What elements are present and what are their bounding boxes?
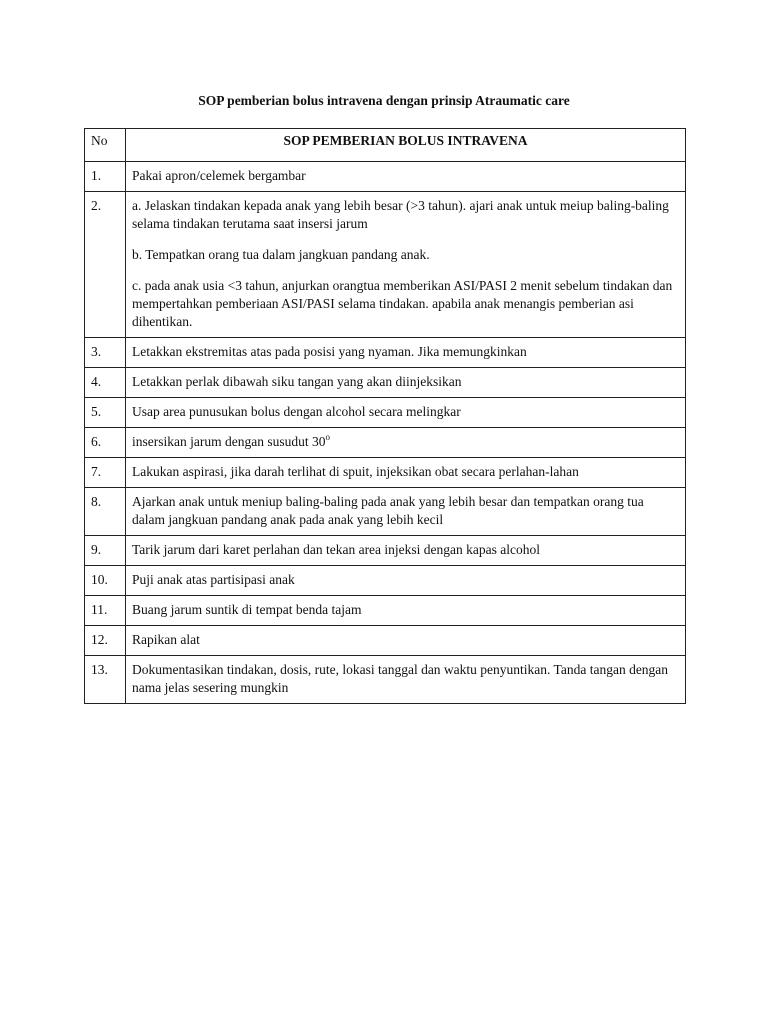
step-number: 8. [85,488,126,536]
step-text [126,192,686,338]
table-row [85,338,686,368]
step-text-main: insersikan jarum dengan susudut 30 [132,434,326,449]
step-text: Rapikan alat [126,626,686,656]
table-row [85,398,686,428]
table-row [85,536,686,566]
step-number: 9. [85,536,126,566]
step-paragraph-c: c. pada anak usia <3 tahun, anjurkan orangtua memberikan ASI/PASI 2 menit sebelum tindakan dan mempertahkan pemberiaan ASI/PASI selama tindakan. apabila anak menangis pemberian asi dihentikan. [132,278,673,329]
step-paragraph-b: b. Tempatkan orang tua dalam jangkuan pandang anak. [132,247,430,262]
step-number: 3. [85,338,126,368]
step-text: Pakai apron/celemek bergambar [126,162,686,192]
table-row [85,596,686,626]
table-header-row [85,129,686,162]
step-number: 11. [85,596,126,626]
step-number: 12. [85,626,126,656]
step-number: 6. [85,428,126,458]
table-row [85,368,686,398]
step-text: Letakkan ekstremitas atas pada posisi yang nyaman. Jika memungkinkan [126,338,686,368]
header-no: No [85,129,126,162]
step-text: Buang jarum suntik di tempat benda tajam [126,596,686,626]
step-text: Usap area punusukan bolus dengan alcohol secara melingkar [126,398,686,428]
step-number: 10. [85,566,126,596]
step-paragraph-a: a. Jelaskan tindakan kepada anak yang lebih besar (>3 tahun). ajari anak untuk meiup baling-baling selama tindakan terutama saat insersi jarum [132,198,669,231]
step-text: Tarik jarum dari karet perlahan dan tekan area injeksi dengan kapas alcohol [126,536,686,566]
table-row [85,626,686,656]
step-number: 5. [85,398,126,428]
step-text: Letakkan perlak dibawah siku tangan yang akan diinjeksikan [126,368,686,398]
table-row [85,656,686,704]
step-text [126,428,686,458]
step-number: 2. [85,192,126,338]
step-text: Puji anak atas partisipasi anak [126,566,686,596]
step-number: 4. [85,368,126,398]
sop-table [84,128,686,704]
step-number: 7. [85,458,126,488]
table-row [85,428,686,458]
document-title: SOP pemberian bolus intravena dengan prinsip Atraumatic care [198,93,570,108]
table-row [85,458,686,488]
step-number: 13. [85,656,126,704]
table-row [85,488,686,536]
header-title: SOP PEMBERIAN BOLUS INTRAVENA [126,129,686,162]
step-text: Dokumentasikan tindakan, dosis, rute, lokasi tanggal dan waktu penyuntikan. Tanda tangan dengan nama jelas sesering mungkin [126,656,686,704]
table-row [85,192,686,338]
table-row [85,162,686,192]
step-text: Lakukan aspirasi, jika darah terlihat di spuit, injeksikan obat secara perlahan-lahan [126,458,686,488]
degree-superscript: o [325,431,330,442]
table-row [85,566,686,596]
step-number: 1. [85,162,126,192]
step-text: Ajarkan anak untuk meniup baling-baling pada anak yang lebih besar dan tempatkan orang tua dalam jangkuan pandang anak pada anak yang lebih kecil [126,488,686,536]
